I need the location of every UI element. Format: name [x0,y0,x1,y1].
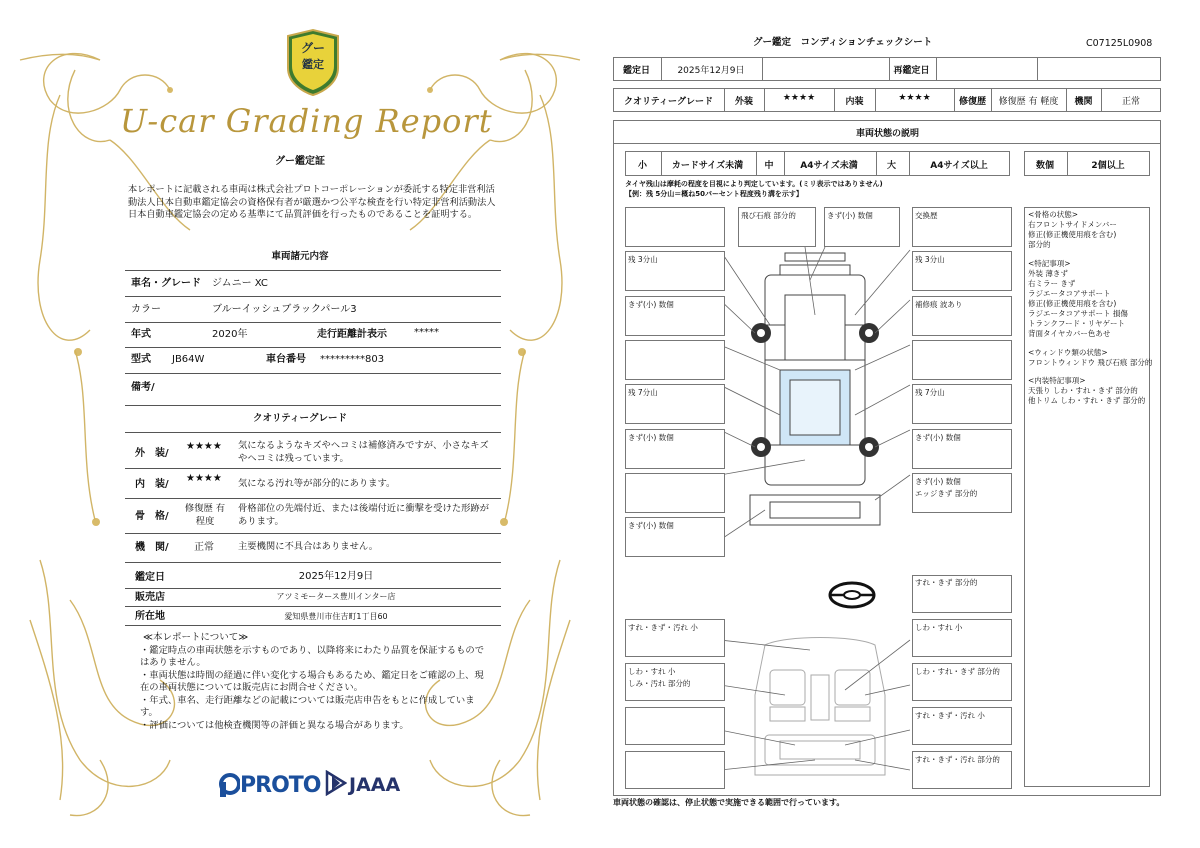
int-label: すれ・きず・汚れ 小 [915,711,985,720]
size-small-label: 小 [637,161,647,171]
count-desc: 2個以上 [1091,161,1125,171]
quality-grade-label: クオリティーグレード [623,97,714,107]
about-item: ・年式、車名、走行距離などの記載については販売店申告をもとに作成しています。 [140,695,475,719]
jaaa-logo-text: JAAA [349,774,401,796]
address-label: 所在地 [135,611,165,622]
interior-value: ★★★★ [898,93,931,103]
tire-rr-label: 残 7分山 [915,388,945,397]
note-line: 天張り しわ・すれ・きず 部分的 [1028,385,1138,395]
car-interior-diagram [725,635,915,785]
ext-label: 交換歴 [915,211,938,220]
note-line: <特記事項> [1028,258,1071,268]
spec-color-label: カラー [131,304,161,315]
note-line: フロントウィンドウ 飛び石痕 部分的 [1028,357,1153,367]
note-line: <骨格の状態> [1028,210,1079,219]
spec-name-label: 車名・グレード [131,278,201,289]
ext-label: きず(小) 数個 [628,300,674,309]
note-line: 右ミラー きず [1028,278,1076,288]
note-line [1028,368,1152,376]
spec-year-label: 年式 [131,329,151,340]
tire-note-2: 【例：残 5分山＝概ね50パーセント程度残り溝を示す】 [625,190,803,198]
spec-odometer-label: 走行距離計表示 [317,329,387,340]
spec-color-value: ブルーイッシュブラックパール3 [212,304,357,315]
int-box-l4 [625,751,725,789]
size-medium-desc: A4サイズ未満 [800,161,858,171]
note-line: ラジエータコアサポート 損傷 [1028,309,1128,319]
tire-rl-label: 残 7分山 [628,388,658,397]
spec-name-value: ジムニー XC [212,278,268,289]
tire-note-1: タイヤ残山は摩耗の程度を目視により判定しています。(ミリ表示ではありません) [625,180,883,188]
certificate-title: グー鑑定証 [275,156,325,167]
spec-model-value: JB64W [172,354,205,365]
car-exterior-diagram [725,245,915,545]
spec-model-label: 型式 [131,354,151,365]
proto-logo-icon [218,773,240,797]
jaaa-logo-icon [325,770,347,796]
spec-chassis-label: 車台番号 [266,354,306,365]
repair-value: 修復歴 有 軽度 [998,97,1059,107]
ext-box-r4 [912,340,1012,380]
ext-label: きず(小) 数個 [628,521,674,530]
about-item: ・評価については他検査機関等の評価と異なる場合があります。 [140,720,409,731]
int-label: しわ・すれ・きず 部分的 [915,667,1000,676]
dealer-value: アツミモータース豊川インター店 [276,592,396,601]
ext-box-l4 [625,340,725,380]
note-line: <内装特記事項> [1028,375,1086,385]
about-item: ・車両状態は時間の経過に伴い変化する場合もあるため、鑑定日をご確認の上、現在の車両状態については販売店にお問合せください。 [140,670,484,694]
dealer-label: 販売店 [135,592,165,603]
int-label: すれ・きず・汚れ 部分的 [915,755,1000,764]
spec-year-value: 2020年 [212,329,248,340]
about-item: ・鑑定時点の車両状態を示すものであり、以降将来にわたり品質を保証するものではありません。 [140,645,484,669]
steering-wheel-icon [827,580,877,610]
engine-value: 正常 [1121,97,1140,107]
ext-label: エッジきず 部分的 [915,489,978,498]
exterior-value: ★★★★ [782,93,816,103]
note-line: 修正(修正機使用痕を含む) [1028,230,1117,240]
appraisal-date-value: 2025年12月9日 [298,571,374,582]
ext-label: きず(小) 数個 [628,433,674,442]
badge-line2: 鑑定 [302,58,324,71]
note-line: 部分的 [1028,240,1051,250]
ext-label: 補修痕 波あり [915,300,963,309]
exterior-label: 外装 [734,97,753,107]
note-line: 背面タイヤカバー色あせ [1028,329,1111,339]
ext-label: きず(小) 数個 [915,477,961,486]
notes-list [1028,210,1152,406]
note-line: 右フロントサイドメンバー [1028,220,1117,230]
spec-chassis-value: *********803 [320,354,385,365]
int-label: すれ・きず 部分的 [915,578,978,587]
sheet-footer: 車両状態の確認は、停止状態で実施できる範囲で行っています。 [613,798,845,807]
report-title: U-car Grading Report [120,102,493,140]
sheet-title: グー鑑定 コンディションチェックシート [753,37,933,48]
note-line [1028,251,1152,259]
note-line: ラジエータコアサポート [1028,288,1111,298]
tire-fl-label: 残 3分山 [628,255,658,264]
reappraisal-label: 再鑑定日 [893,66,930,76]
badge-line1: グー [300,41,325,55]
note-line: トランクフード・リヤゲート [1028,319,1125,329]
int-label: すれ・きず・汚れ 小 [628,623,698,632]
grade-heading: クオリティーグレード [252,413,348,424]
spec-odometer-value: ***** [414,327,439,338]
date-value: 2025年12月9日 [677,66,745,76]
int-label: しみ・汚れ 部分的 [628,679,691,688]
grading-certificate: グー 鑑定 U-car Grading Report グー鑑定証 本レポートに記載される車両は株式会社プロトコーポレーションが委託する特定非営利活動法人日本自動車鑑定協会の資格保有者が厳選かつ公平な検査を行い特定非営利活動法人日本自動車鑑定協会の定める基準にて品質評価を行ったものであることを証明する。 車両諸元内容 車名・グレード ジムニー XC カラー ブルーイッシュブラックパール3 年式 2020年 走行距離計表示 ***** 型式 JB64W 車台番号 *********803 備考/ クオリティーグレード 外 装/ ★★★★ 気になるようなキズやヘコミは補修済みですが、小さなキズやヘコミは残っています。 内 装/ ★★★★ 気になる汚れ等が部分的にあります。 骨 格/ 修復歴 有 程度 骨格部位の先端付近、または後端付近に衝撃を受けた形跡があります。 機 関/ 正常 主要機関に不具合はありません。 鑑定日 2025年12月9日 販売店 アツミモータース豊川インター店 所在地 愛知県豊川市住吉町1丁目60 ≪本レポートについて≫ ・鑑定時点の車両状態を示すものであり、以降将来にわたり品質を保証するものではありません。 ・車両状態は時間の経過に伴い変化する場合もあるため、鑑定日をご確認の上、現在の車両状態については販売店にお問合せください。 ・年式、車名、走行距離などの記載については販売店申告をもとに作成しています。 ・評価については他検査機関等の評価と異なる場合があります。 PROTO JAAA [0,0,600,848]
ext-label: 飛び石痕 部分的 [741,211,796,220]
size-medium-label: 中 [764,161,774,171]
address-value: 愛知県豊川市住吉町1丁目60 [284,612,388,621]
date-label: 鑑定日 [622,66,650,76]
int-box-l3 [625,707,725,745]
proto-logo-text: PROTO [240,773,321,798]
spec-remarks-label: 備考/ [131,382,155,393]
ext-box-l1 [625,207,725,247]
size-large-desc: A4サイズ以上 [930,161,988,171]
count-label: 数個 [1035,161,1054,171]
note-line: 他トリム しわ・すれ・きず 部分的 [1028,396,1146,405]
note-line [1028,340,1152,348]
specs-heading: 車両諸元内容 [271,251,329,262]
size-large-label: 大 [886,161,896,171]
condition-heading: 車両状態の説明 [855,129,919,139]
certificate-intro: 本レポートに記載される車両は株式会社プロトコーポレーションが委託する特定非営利活動法人日本自動車鑑定協会の資格保有者が厳選かつ公平な検査を行い特定非営利活動法人日本自動車鑑定協会の定める基準にて品質評価を行ったものであることを証明する。 [128,184,496,221]
int-label: しわ・すれ 小 [628,667,676,676]
engine-label: 機関 [1074,97,1093,107]
about-heading: ≪本レポートについて≫ [143,632,249,643]
repair-label: 修復歴 [958,97,986,107]
interior-label: 内装 [845,97,864,107]
condition-check-sheet [600,0,1200,848]
appraisal-date-label: 鑑定日 [135,572,165,583]
doc-number: C07125L0908 [1086,38,1153,49]
int-label: しわ・すれ 小 [915,623,963,632]
ext-box-l7 [625,473,725,513]
tire-fr-label: 残 3分山 [915,255,945,264]
ext-label: きず(小) 数個 [827,211,873,220]
ext-label: きず(小) 数個 [915,433,961,442]
size-small-desc: カードサイズ未満 [671,161,744,171]
note-line: 外装 薄きず [1028,268,1068,278]
note-line: 修正(修正機使用痕を含む) [1028,299,1117,308]
note-line: <ウィンドウ類の状態> [1028,347,1108,357]
